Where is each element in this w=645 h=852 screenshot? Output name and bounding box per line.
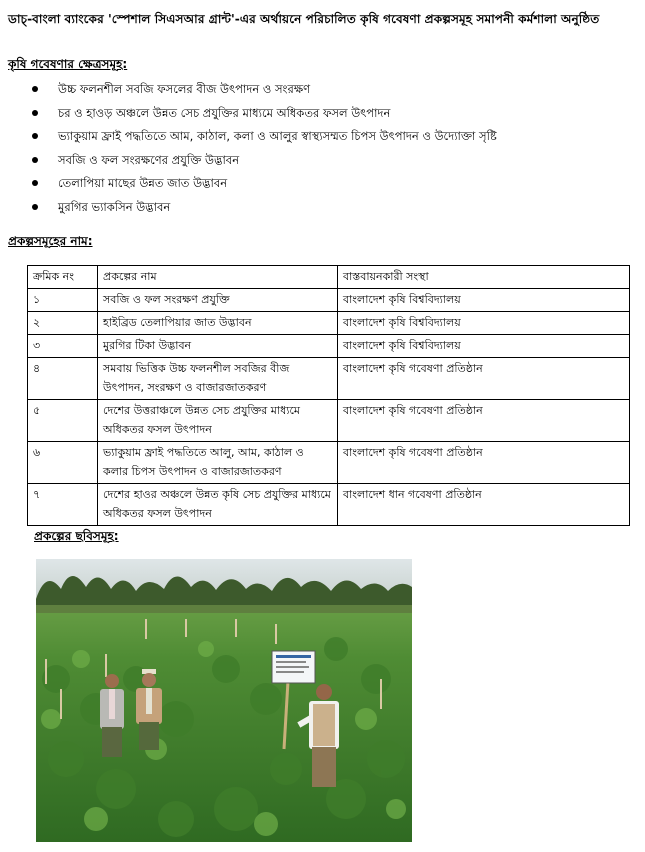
agency-cell: বাংলাদেশ কৃষি গবেষণা প্রতিষ্ঠান (338, 358, 630, 400)
agency-cell: বাংলাদেশ কৃষি বিশ্ববিদ্যালয় (338, 289, 630, 312)
list-item (28, 80, 628, 104)
bullet-icon (32, 204, 38, 210)
serial-cell: ৩ (28, 335, 98, 358)
agency-cell: বাংলাদেশ কৃষি গবেষণা প্রতিষ্ঠান (338, 400, 630, 442)
project-name-cell: সবজি ও ফল সংরক্ষণ প্রযুক্তি (98, 289, 338, 312)
project-name-cell: ভ্যাকুয়াম ফ্রাই পদ্ধতিতে আলু, আম, কাঠাল ও কলার চিপস উৎপাদন ও বাজারজাতকরণ (98, 442, 338, 484)
projects-table (27, 265, 630, 526)
agency-cell: বাংলাদেশ কৃষি বিশ্ববিদ্যালয় (338, 335, 630, 358)
bullet-icon (32, 180, 38, 186)
agency-cell: বাংলাদেশ কৃষি গবেষণা প্রতিষ্ঠান (338, 442, 630, 484)
list-item-text: মুরগির ভ্যাকসিন উদ্ভাবন (58, 199, 171, 214)
list-item-text: ভ্যাকুয়াম ফ্রাই পদ্ধতিতে আম, কাঠাল, কলা ও আলুর স্বাস্থ্যসম্মত চিপস উৎপাদন ও উদ্যোক্তা সৃষ্টি (58, 129, 497, 143)
column-header-serial: ক্রমিক নং (28, 266, 98, 289)
table-row (28, 312, 630, 335)
list-item (28, 127, 628, 151)
serial-cell: ৭ (28, 484, 98, 526)
project-name-cell: দেশের উত্তরাঞ্চলে উন্নত সেচ প্রযুক্তির মাধ্যমে অধিকতর ফসল উৎপাদন (98, 400, 338, 442)
field-photo-illustration (36, 559, 412, 842)
table-row (28, 484, 630, 526)
project-name-cell: মুরগির টিকা উদ্ভাবন (98, 335, 338, 358)
list-item-text: সবজি ও ফল সংরক্ষণের প্রযুক্তি উদ্ভাবন (58, 152, 240, 167)
table-row (28, 289, 630, 312)
table-row (28, 335, 630, 358)
bullet-icon (32, 86, 38, 92)
project-name-cell: সমবায় ভিত্তিক উচ্চ ফলনশীল সবজির বীজ উৎপাদন, সংরক্ষণ ও বাজারজাতকরণ (98, 358, 338, 400)
list-item-text: চর ও হাওড় অঞ্চলে উন্নত সেচ প্রযুক্তির মাধ্যমে অধিকতর ফসল উৎপাদন (58, 105, 391, 120)
agency-cell: বাংলাদেশ ধান গবেষণা প্রতিষ্ঠান (338, 484, 630, 526)
list-item-text: উচ্চ ফলনশীল সবজি ফসলের বীজ উৎপাদন ও সংরক্ষণ (58, 82, 311, 96)
project-name-cell: দেশের হাওর অঞ্চলে উন্নত কৃষি সেচ প্রযুক্তির মাধ্যমে অধিকতর ফসল উৎপাদন (98, 484, 338, 526)
serial-cell: ২ (28, 312, 98, 335)
bullet-icon (32, 133, 38, 139)
projects-heading: প্রকল্পসমূহের নাম: (8, 234, 93, 248)
serial-cell: ৫ (28, 400, 98, 442)
table-row (28, 400, 630, 442)
photos-heading: প্রকল্পের ছবিসমূহ: (34, 529, 119, 543)
project-field-photo (36, 559, 412, 842)
column-header-project-name: প্রকল্পের নাম (98, 266, 338, 289)
serial-cell: ৬ (28, 442, 98, 484)
table-row (28, 358, 630, 400)
table-header-row (28, 266, 630, 289)
column-header-implementing-agency: বাস্তবায়নকারী সংস্থা (338, 266, 630, 289)
list-item (28, 198, 628, 222)
list-item (28, 104, 628, 128)
bullet-icon (32, 110, 38, 116)
page-title: ডাচ্-বাংলা ব্যাংকের 'স্পেশাল সিএসআর গ্রান্ট'-এর অর্থায়নে পরিচালিত কৃষি গবেষণা প্রকল্পসমূহ সমাপনী কর্মশালা অনুষ্ঠিত (8, 12, 600, 26)
table-row (28, 442, 630, 484)
agency-cell: বাংলাদেশ কৃষি বিশ্ববিদ্যালয় (338, 312, 630, 335)
list-item-text: তেলাপিয়া মাছের উন্নত জাত উদ্ভাবন (58, 176, 228, 190)
bullet-icon (32, 157, 38, 163)
list-item (28, 151, 628, 175)
serial-cell: ১ (28, 289, 98, 312)
project-name-cell: হাইব্রিড তেলাপিয়ার জাত উদ্ভাবন (98, 312, 338, 335)
research-areas-heading: কৃষি গবেষণার ক্ষেত্রসমূহ: (8, 57, 128, 71)
research-areas-list (28, 80, 628, 221)
serial-cell: ৪ (28, 358, 98, 400)
list-item (28, 174, 628, 198)
